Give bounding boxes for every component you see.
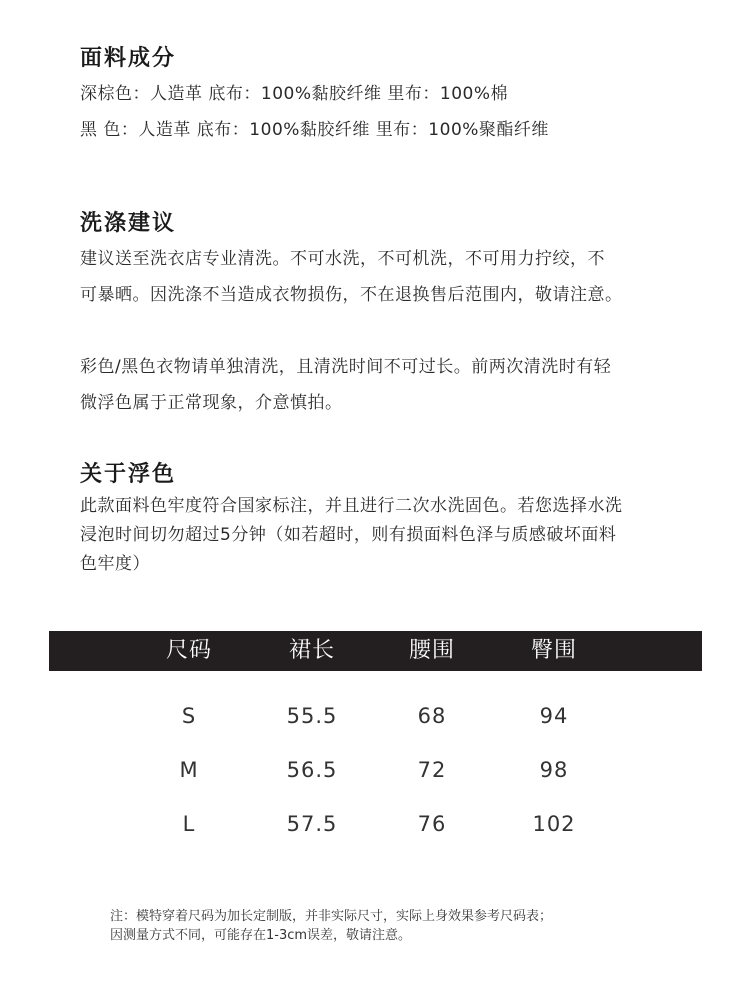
wash-section	[80, 209, 690, 421]
cell-hip: 94	[539, 704, 569, 728]
fabric-title: 面料成分	[80, 46, 177, 71]
cell-size: S	[181, 704, 197, 728]
wash-para2-line2: 微浮色属于正常现象，介意慎拍。	[80, 393, 343, 413]
fading-line-2: 浸泡时间切勿超过5分钟（如若超时，则有损面料色泽与质感破坏面料	[80, 525, 617, 545]
fading-section	[80, 460, 690, 579]
cell-hip: 98	[539, 758, 569, 782]
header-waist: 腰围	[408, 638, 455, 663]
header-skirt-length: 裙长	[288, 638, 335, 663]
table-row	[0, 809, 750, 839]
wash-para1-line2: 可暴晒。因洗涤不当造成衣物损伤，不在退换售后范围内，敬请注意。	[80, 285, 623, 305]
table-row	[0, 701, 750, 731]
fading-title: 关于浮色	[80, 462, 177, 487]
fabric-section	[80, 44, 690, 148]
cell-skirt-length: 56.5	[286, 758, 338, 782]
cell-skirt-length: 57.5	[286, 812, 338, 836]
header-size: 尺码	[165, 638, 212, 663]
fabric-line-black: 黑 色：人造革 底布：100%黏胶纤维 里布：100%聚酯纤维	[80, 120, 549, 140]
size-table-header	[49, 631, 702, 671]
cell-waist: 76	[417, 812, 447, 836]
cell-hip: 102	[532, 812, 576, 836]
wash-para2-line1: 彩色/黑色衣物请单独清洗，且清洗时间不可过长。前两次清洗时有轻	[80, 357, 612, 377]
cell-waist: 68	[417, 704, 447, 728]
table-row	[0, 755, 750, 785]
cell-size: L	[182, 812, 196, 836]
cell-size: M	[179, 758, 199, 782]
fabric-line-brown: 深棕色：人造革 底布：100%黏胶纤维 里布：100%棉	[80, 84, 509, 104]
fading-line-3: 色牢度）	[80, 554, 150, 574]
note-line-1: 注：模特穿着尺码为加长定制版，并非实际尺寸，实际上身效果参考尺码表；	[110, 909, 553, 924]
wash-para1-line1: 建议送至洗衣店专业清洗。不可水洗，不可机洗，不可用力拧绞，不	[80, 249, 605, 269]
header-hip: 臀围	[530, 638, 577, 663]
fading-line-1: 此款面料色牢度符合国家标注，并且进行二次水洗固色。若您选择水洗	[80, 496, 623, 516]
wash-title: 洗涤建议	[80, 211, 177, 236]
cell-waist: 72	[417, 758, 447, 782]
note-line-2: 因测量方式不同，可能存在1-3cm误差，敬请注意。	[110, 928, 412, 943]
measurement-note	[110, 907, 670, 945]
cell-skirt-length: 55.5	[286, 704, 338, 728]
